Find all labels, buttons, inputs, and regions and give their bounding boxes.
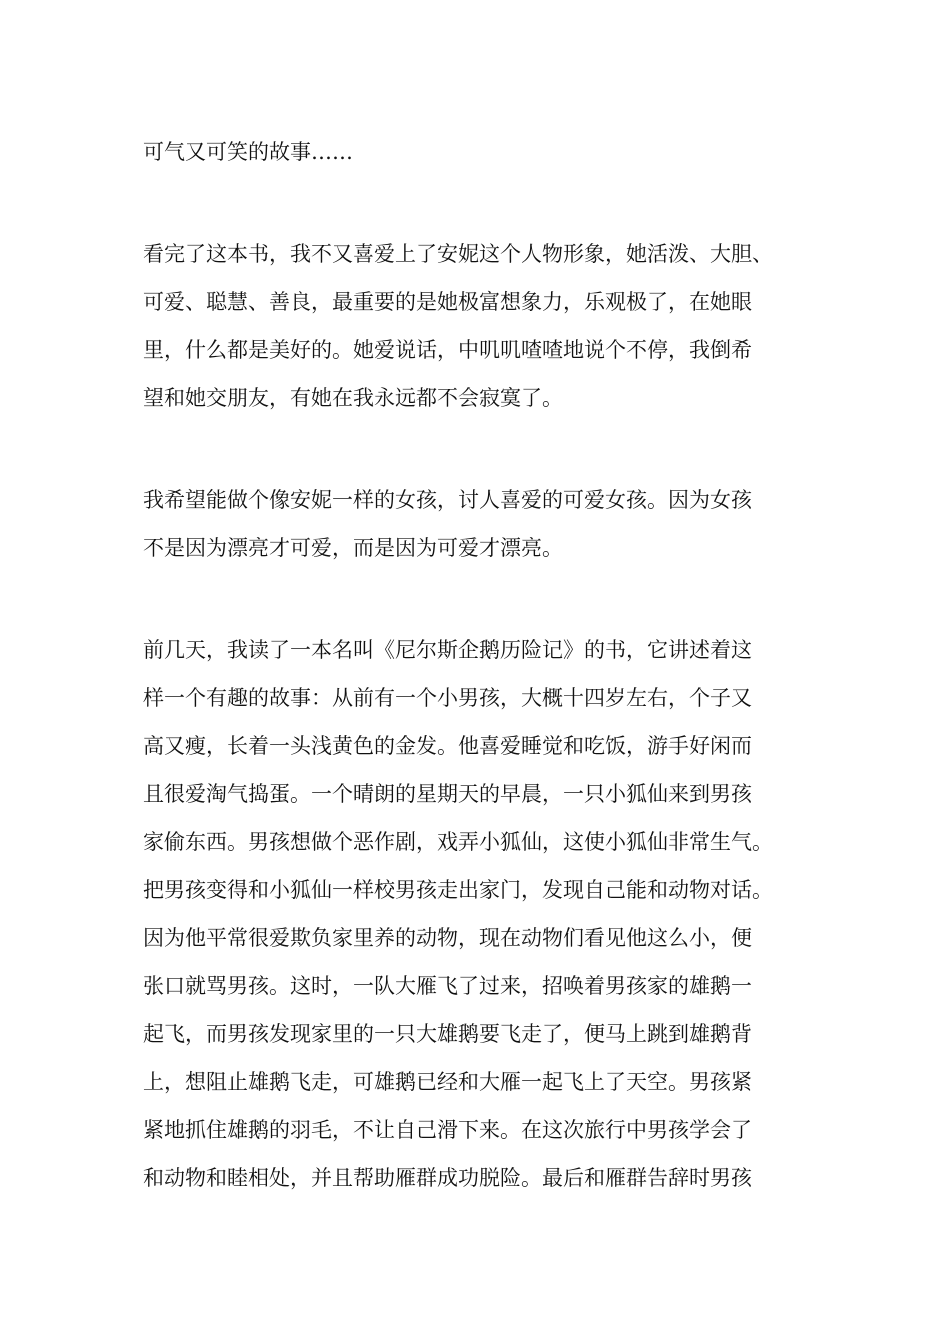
paragraph-4 xyxy=(143,626,833,1202)
text-line: 里，什么都是美好的。她爱说话，中叽叽喳喳地说个不停，我倒希 xyxy=(143,338,752,362)
text-line: 不是因为漂亮才可爱，而是因为可爱才漂亮。 xyxy=(143,536,563,560)
text-line: 上，想阻止雄鹅飞走，可雄鹅已经和大雁一起飞上了天空。男孩紧 xyxy=(143,1070,752,1094)
text-line: 把男孩变得和小狐仙一样校男孩走出家门，发现自己能和动物对话。 xyxy=(143,878,773,902)
text-line: 因为他平常很爱欺负家里养的动物，现在动物们看见他这么小，便 xyxy=(143,926,752,950)
document-body xyxy=(143,128,833,1256)
text-line: 家偷东西。男孩想做个恶作剧，戏弄小狐仙，这使小狐仙非常生气。 xyxy=(143,830,773,854)
text-line: 且很爱淘气捣蛋。一个晴朗的星期天的早晨，一只小狐仙来到男孩 xyxy=(143,782,752,806)
text-line: 和动物和睦相处，并且帮助雁群成功脱险。最后和雁群告辞时男孩 xyxy=(143,1166,752,1190)
text-line: 高又瘦，长着一头浅黄色的金发。他喜爱睡觉和吃饭，游手好闲而 xyxy=(143,734,752,758)
text-line: 可爱、聪慧、善良，最重要的是她极富想象力，乐观极了，在她眼 xyxy=(143,290,752,314)
text-line: 张口就骂男孩。这时，一队大雁飞了过来，招唤着男孩家的雄鹅一 xyxy=(143,974,752,998)
text-line: 前几天，我读了一本名叫《尼尔斯企鹅历险记》的书，它讲述着这 xyxy=(143,638,752,662)
paragraph-2 xyxy=(143,230,833,422)
text-line: 样一个有趣的故事：从前有一个小男孩，大概十四岁左右，个子又 xyxy=(143,686,752,710)
text-line: 紧地抓住雄鹅的羽毛，不让自己滑下来。在这次旅行中男孩学会了 xyxy=(143,1118,752,1142)
text-line: 我希望能做个像安妮一样的女孩，讨人喜爱的可爱女孩。因为女孩 xyxy=(143,488,752,512)
paragraph-3 xyxy=(143,476,833,572)
text-line: 可气又可笑的故事…… xyxy=(143,140,353,164)
paragraph-1 xyxy=(143,128,833,176)
text-line: 看完了这本书，我不又喜爱上了安妮这个人物形象，她活泼、大胆、 xyxy=(143,242,773,266)
text-line: 望和她交朋友，有她在我永远都不会寂寞了。 xyxy=(143,386,563,410)
text-line: 起飞，而男孩发现家里的一只大雄鹅要飞走了，便马上跳到雄鹅背 xyxy=(143,1022,752,1046)
